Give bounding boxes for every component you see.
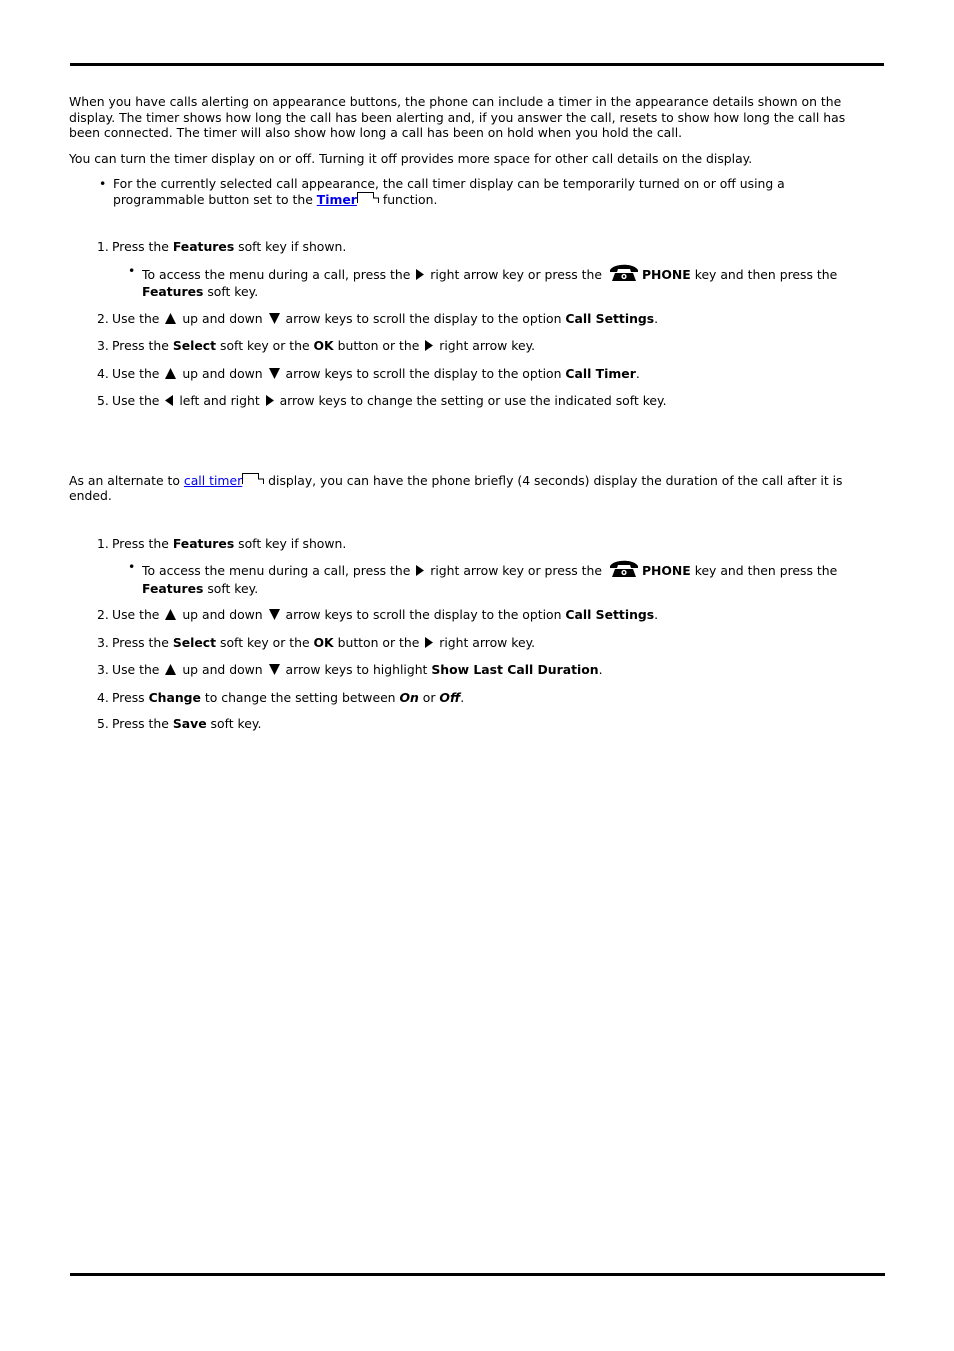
- call-timer-steps: [69, 239, 864, 410]
- step-1-substep: • To access the menu during a call, press the right arrow key or press the PHONE key and then press the Features soft key.: [112, 263, 864, 300]
- features-key: Features: [172, 239, 235, 254]
- up-arrow-icon: [165, 367, 176, 383]
- step-5: 5. Use the left and right arrow keys to change the setting or use the indicated soft key.: [97, 393, 667, 408]
- step-2: 2. Use the up and down arrow keys to scroll the display to the option Call Settings.: [97, 607, 659, 622]
- down-arrow-icon: [269, 608, 280, 624]
- page-content: [69, 94, 864, 743]
- down-arrow-icon: [269, 312, 280, 328]
- step-1: 1. Press the Features soft key if shown. • To access the menu during a call, press the right arrow key or press the PHONE key and then press the Features soft key.: [69, 536, 864, 597]
- cross-reference-icon: [357, 192, 379, 203]
- timer-bullet-list: [69, 176, 864, 207]
- phone-key: PHONE: [641, 266, 691, 282]
- timer-link[interactable]: Timer: [316, 191, 357, 207]
- phone-icon: [609, 559, 639, 581]
- last-call-duration-intro: As an alternate to call timer display, you can have the phone briefly (4 seconds) display the duration of the call after it is ended.: [69, 472, 843, 503]
- step-3: 3. Press the Select soft key or the OK button or the right arrow key.: [97, 634, 536, 650]
- left-arrow-icon: [165, 394, 173, 410]
- up-arrow-icon: [165, 312, 176, 328]
- cross-reference-icon: [242, 473, 264, 484]
- last-call-duration-steps: [69, 536, 864, 732]
- right-arrow-icon: [425, 636, 433, 652]
- down-arrow-icon: [269, 367, 280, 383]
- header-rule: [70, 63, 884, 66]
- step-1-substep: • To access the menu during a call, press the right arrow key or press the PHONE key and then press the Features soft key.: [112, 559, 864, 596]
- step-1: 1. Press the Features soft key if shown. • To access the menu during a call, press the right arrow key or press the PHONE key and then press the Features soft key.: [69, 239, 864, 300]
- right-arrow-icon: [425, 339, 433, 355]
- right-arrow-icon: [416, 564, 424, 580]
- right-arrow-icon: [266, 394, 274, 410]
- call-timer-link[interactable]: call timer: [183, 472, 243, 488]
- step-3b: 3. Use the up and down arrow keys to highlight Show Last Call Duration.: [97, 662, 603, 677]
- intro-paragraph-onoff: You can turn the timer display on or off. Turning it off provides more space for other call details on the display.: [69, 150, 753, 166]
- step-4: 4. Press Change to change the setting between On or Off.: [97, 689, 465, 705]
- footer-rule: [70, 1273, 885, 1276]
- up-arrow-icon: [165, 663, 176, 679]
- right-arrow-icon: [416, 268, 424, 284]
- phone-icon: [609, 263, 639, 285]
- step-5: 5. Press the Save soft key.: [97, 716, 262, 731]
- up-arrow-icon: [165, 608, 176, 624]
- step-3: 3. Press the Select soft key or the OK button or the right arrow key.: [97, 338, 536, 353]
- step-4: 4. Use the up and down arrow keys to scroll the display to the option Call Timer.: [97, 365, 640, 381]
- step-2: 2. Use the up and down arrow keys to scroll the display to the option Call Settings.: [97, 310, 659, 326]
- timer-bullet: • For the currently selected call appearance, the call timer display can be temporarily turned on or off using a programmable button set to the Timer function.: [69, 176, 864, 207]
- down-arrow-icon: [269, 663, 280, 679]
- intro-paragraph-timer: When you have calls alerting on appearance buttons, the phone can include a timer in the appearance details shown on the display. The timer shows how long the call has been alerting and, if you answer the call, resets to show how long the call has been connected. The timer will also show how long a call has been on hold when you hold the call.: [69, 94, 846, 140]
